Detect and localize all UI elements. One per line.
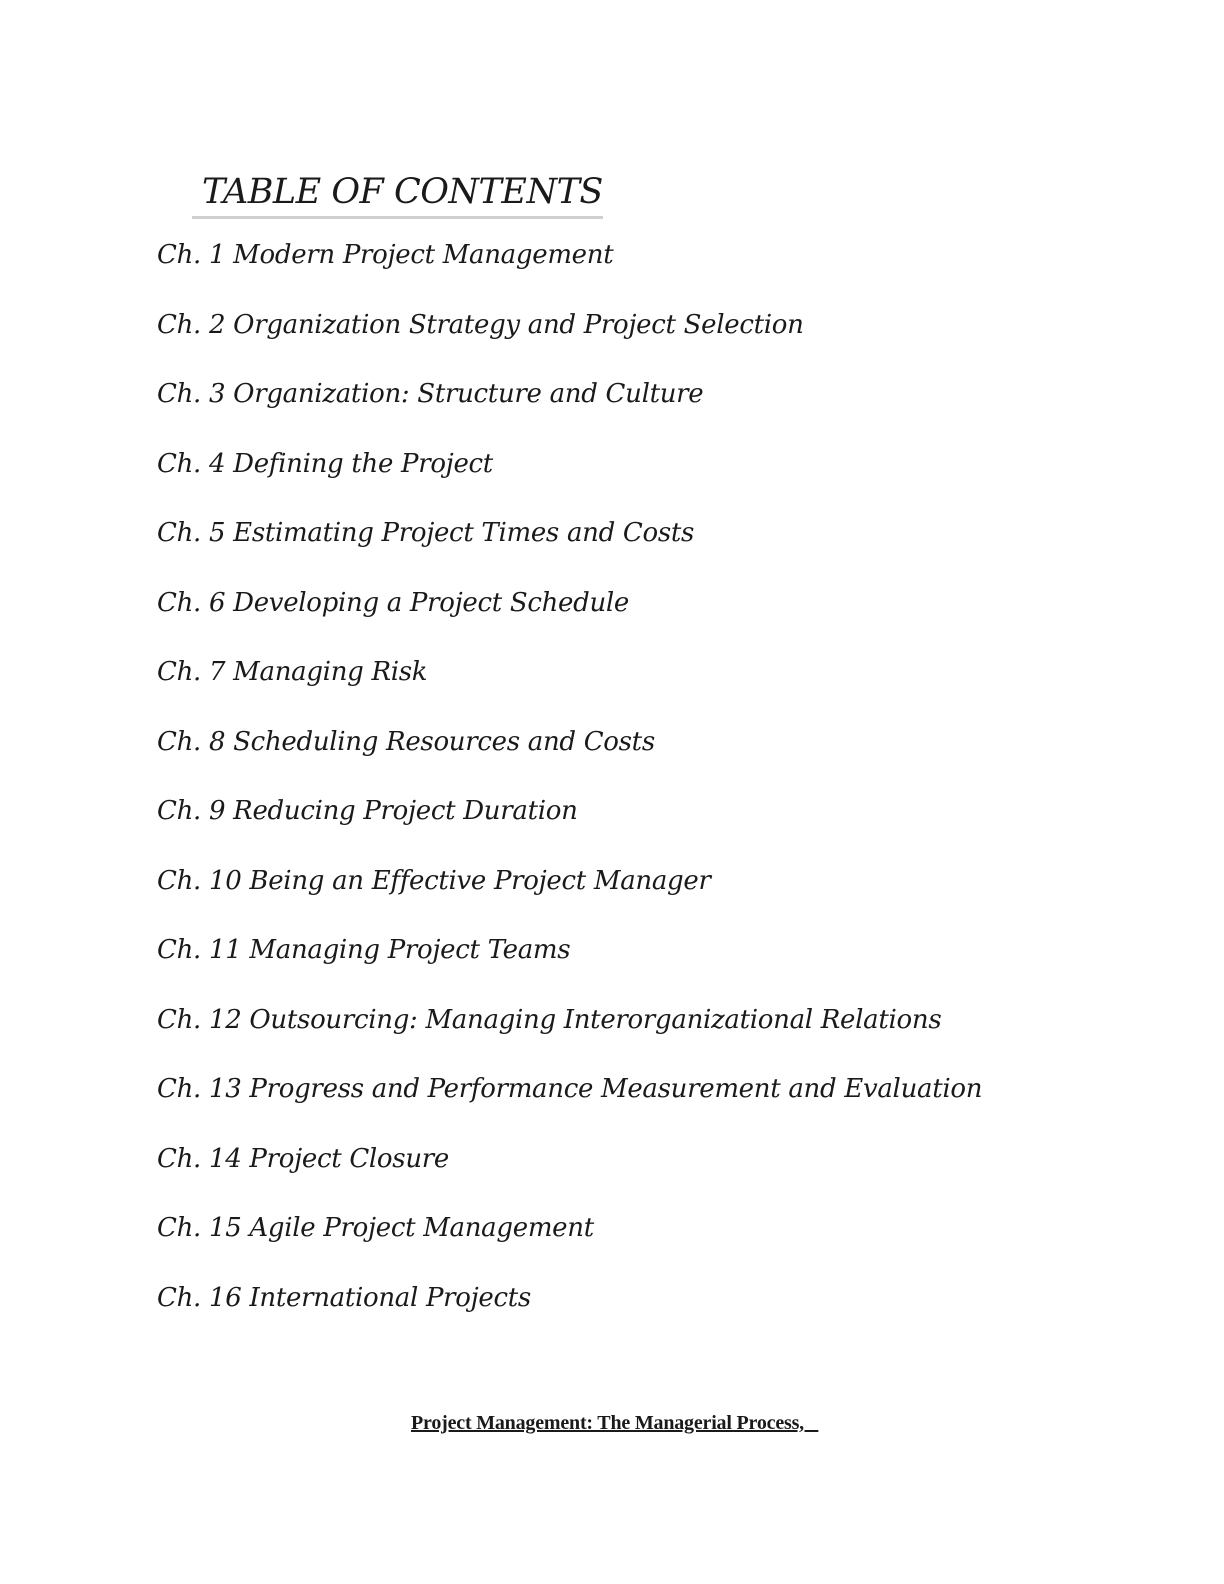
toc-item-ch12: Ch. 12 Outsourcing: Managing Interorganizational Relations xyxy=(157,1004,942,1035)
toc-item-ch5: Ch. 5 Estimating Project Times and Costs xyxy=(157,518,695,548)
toc-item-ch1: Ch. 1 Modern Project Management xyxy=(157,240,614,270)
toc-item-ch14: Ch. 14 Project Closure xyxy=(157,1143,449,1174)
toc-item-ch15: Ch. 15 Agile Project Management xyxy=(157,1213,594,1243)
toc-heading: TABLE OF CONTENTS xyxy=(192,168,603,219)
footer-book-title: Project Management: The Managerial Process, xyxy=(411,1412,819,1434)
toc-item-ch10: Ch. 10 Being an Effective Project Manager xyxy=(157,865,711,896)
toc-item-ch4: Ch. 4 Defining the Project xyxy=(157,448,493,479)
toc-item-ch6: Ch. 6 Developing a Project Schedule xyxy=(157,587,630,618)
toc-item-ch3: Ch. 3 Organization: Structure and Culture xyxy=(157,379,704,409)
toc-list xyxy=(157,240,982,1352)
toc-item-ch13: Ch. 13 Progress and Performance Measurement and Evaluation xyxy=(157,1074,983,1104)
toc-item-ch7: Ch. 7 Managing Risk xyxy=(157,657,428,687)
toc-item-ch11: Ch. 11 Managing Project Teams xyxy=(157,935,571,965)
toc-item-ch16: Ch. 16 International Projects xyxy=(157,1282,531,1313)
toc-item-ch2: Ch. 2 Organization Strategy and Project Selection xyxy=(157,309,804,340)
toc-item-ch9: Ch. 9 Reducing Project Duration xyxy=(157,796,578,826)
toc-item-ch8: Ch. 8 Scheduling Resources and Costs xyxy=(157,726,655,757)
